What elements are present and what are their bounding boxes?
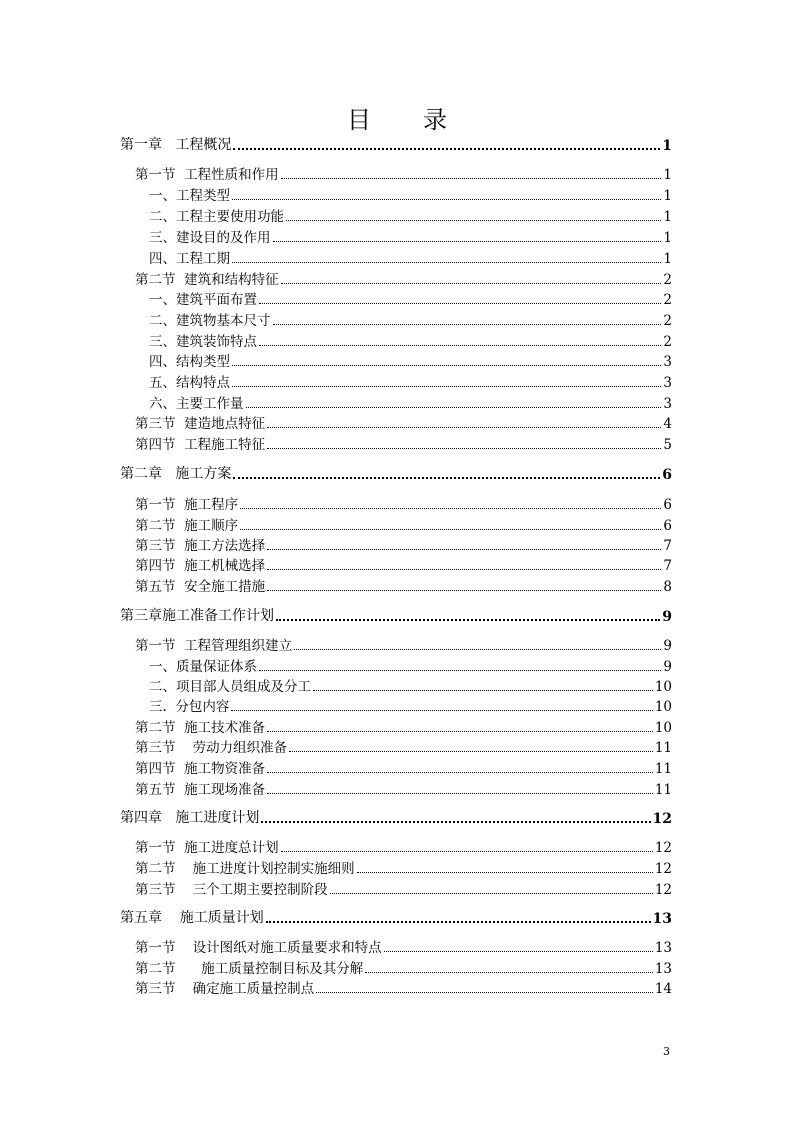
toc-entry-page: 2 xyxy=(663,292,672,308)
toc-entry-page: 13 xyxy=(652,911,672,927)
toc-entry-label: 第五节 施工现场准备 xyxy=(135,782,266,798)
toc-dot-leader xyxy=(233,147,660,150)
toc-entry-label: 第一节 施工进度总计划 xyxy=(135,840,279,856)
toc-entry-label: 第四节 施工机械选择 xyxy=(135,558,266,574)
toc-entry-page: 12 xyxy=(652,811,672,827)
toc-section-entry[interactable] xyxy=(135,412,672,432)
toc-subsection-entry[interactable] xyxy=(149,247,672,267)
toc-section-entry[interactable] xyxy=(135,857,672,877)
toc-entry-label: 第二节 施工顺序 xyxy=(135,518,239,534)
toc-dot-leader xyxy=(267,426,661,428)
toc-entry-label: 第四节 施工物资准备 xyxy=(135,761,266,777)
toc-dot-leader xyxy=(261,820,650,823)
toc-subsection-entry[interactable] xyxy=(149,350,672,370)
toc-entry-label: 一、建筑平面布置 xyxy=(149,292,257,308)
toc-entry-label: 二、建筑物基本尺寸 xyxy=(149,313,271,329)
toc-entry-label: 六、主要工作量 xyxy=(149,396,244,412)
toc-entry-page: 10 xyxy=(654,699,672,715)
toc-section-entry[interactable] xyxy=(135,778,672,798)
toc-dot-leader xyxy=(259,302,661,304)
toc-entry-label: 第四节 工程施工特征 xyxy=(135,437,266,453)
toc-entry-page: 3 xyxy=(663,375,672,391)
toc-dot-leader xyxy=(286,219,661,221)
toc-entry-page: 13 xyxy=(654,940,672,956)
toc-dot-leader xyxy=(365,971,653,973)
toc-subsection-entry[interactable] xyxy=(149,695,672,715)
toc-chapter-entry[interactable] xyxy=(120,907,672,927)
toc-section-entry[interactable] xyxy=(135,716,672,736)
title-char-2: 录 xyxy=(423,106,447,134)
toc-entry-page: 12 xyxy=(654,882,672,898)
toc-subsection-entry[interactable] xyxy=(149,184,672,204)
toc-dot-leader xyxy=(232,198,661,200)
toc-entry-label: 三、建设目的及作用 xyxy=(149,230,271,246)
toc-section-entry[interactable] xyxy=(135,936,672,956)
toc-entry-page: 3 xyxy=(663,354,672,370)
toc-dot-leader xyxy=(273,240,662,242)
toc-subsection-entry[interactable] xyxy=(149,655,672,675)
toc-section-entry[interactable] xyxy=(135,634,672,654)
toc-dot-leader xyxy=(384,950,653,952)
toc-entry-page: 11 xyxy=(654,782,672,798)
toc-dot-leader xyxy=(267,589,661,591)
toc-section-entry[interactable] xyxy=(135,268,672,288)
page-number: 3 xyxy=(663,1045,670,1058)
toc-entry-page: 10 xyxy=(654,679,672,695)
toc-dot-leader xyxy=(294,648,661,650)
toc-dot-leader xyxy=(266,920,651,923)
toc-subsection-entry[interactable] xyxy=(149,226,672,246)
toc-entry-label: 第五节 安全施工措施 xyxy=(135,579,266,595)
toc-entry-page: 6 xyxy=(663,497,672,513)
toc-entry-label: 第四章 施工进度计划 xyxy=(120,810,260,826)
toc-entry-page: 1 xyxy=(663,209,672,225)
toc-dot-leader xyxy=(267,771,653,773)
toc-section-entry[interactable] xyxy=(135,493,672,513)
toc-dot-leader xyxy=(313,689,653,691)
toc-entry-page: 1 xyxy=(662,138,672,154)
toc-entry-label: 三. 分包内容 xyxy=(149,699,230,715)
toc-entry-page: 7 xyxy=(663,558,672,574)
toc-entry-page: 3 xyxy=(663,396,672,412)
toc-dot-leader xyxy=(259,344,661,346)
toc-dot-leader xyxy=(281,282,662,284)
toc-entry-page: 1 xyxy=(663,230,672,246)
toc-entry-page: 1 xyxy=(663,188,672,204)
toc-section-entry[interactable] xyxy=(135,554,672,574)
toc-entry-label: 四、工程工期 xyxy=(149,251,230,267)
toc-entry-label: 第一节 设计图纸对施工质量要求和特点 xyxy=(135,940,382,956)
toc-dot-leader xyxy=(240,528,661,530)
toc-section-entry[interactable] xyxy=(135,977,672,997)
toc-entry-page: 11 xyxy=(654,761,672,777)
toc-section-entry[interactable] xyxy=(135,534,672,554)
title-char-1: 目 xyxy=(347,106,371,134)
toc-entry-page: 4 xyxy=(663,416,672,432)
toc-dot-leader xyxy=(232,385,661,387)
toc-entry-label: 第三节 施工方法选择 xyxy=(135,538,266,554)
toc-entry-page: 1 xyxy=(663,251,672,267)
toc-section-entry[interactable] xyxy=(135,163,672,183)
toc-dot-leader xyxy=(267,548,661,550)
toc-section-entry[interactable] xyxy=(135,957,672,977)
toc-chapter-entry[interactable] xyxy=(120,463,672,483)
toc-dot-leader xyxy=(273,323,662,325)
toc-entry-page: 9 xyxy=(662,609,672,625)
toc-dot-leader xyxy=(259,669,661,671)
toc-entry-page: 2 xyxy=(663,313,672,329)
toc-entry-page: 1 xyxy=(663,167,672,183)
toc-section-entry[interactable] xyxy=(135,433,672,453)
toc-entry-page: 2 xyxy=(663,334,672,350)
toc-chapter-entry[interactable] xyxy=(120,134,672,154)
toc-entry-page: 12 xyxy=(654,840,672,856)
toc-entry-page: 12 xyxy=(654,861,672,877)
toc-entry-label: 第三章施工准备工作计划 xyxy=(120,608,274,624)
toc-section-entry[interactable] xyxy=(135,757,672,777)
toc-section-entry[interactable] xyxy=(135,514,672,534)
toc-entry-label: 第二节 施工技术准备 xyxy=(135,720,266,736)
toc-entry-label: 五、结构特点 xyxy=(149,375,230,391)
toc-dot-leader xyxy=(316,991,653,993)
toc-entry-page: 14 xyxy=(654,981,672,997)
toc-entry-page: 6 xyxy=(663,518,672,534)
toc-entry-label: 第三节 确定施工质量控制点 xyxy=(135,981,315,997)
toc-subsection-entry[interactable] xyxy=(149,330,672,350)
toc-entry-page: 9 xyxy=(663,659,672,675)
toc-entry-page: 8 xyxy=(663,579,672,595)
toc-dot-leader xyxy=(232,261,661,263)
toc-subsection-entry[interactable] xyxy=(149,288,672,308)
toc-entry-label: 第三节 建造地点特征 xyxy=(135,416,266,432)
toc-entry-label: 二、项目部人员组成及分工 xyxy=(149,679,311,695)
toc-subsection-entry[interactable] xyxy=(149,392,672,412)
toc-dot-leader xyxy=(289,750,653,752)
toc-entry-page: 5 xyxy=(663,437,672,453)
toc-entry-label: 三、建筑装饰特点 xyxy=(149,334,257,350)
toc-dot-leader xyxy=(267,568,661,570)
toc-entry-label: 第三节 劳动力组织准备 xyxy=(135,740,288,756)
toc-subsection-entry[interactable] xyxy=(149,675,672,695)
toc-dot-leader xyxy=(232,364,661,366)
toc-entry-page: 11 xyxy=(654,740,672,756)
toc-entry-label: 四、结构类型 xyxy=(149,354,230,370)
toc-entry-page: 10 xyxy=(654,720,672,736)
toc-dot-leader xyxy=(233,476,660,479)
toc-entry-label: 第三节 三个工期主要控制阶段 xyxy=(135,882,328,898)
toc-subsection-entry[interactable] xyxy=(149,309,672,329)
toc-section-entry[interactable] xyxy=(135,736,672,756)
toc-subsection-entry[interactable] xyxy=(149,205,672,225)
toc-dot-leader xyxy=(231,709,652,711)
toc-entry-label: 第一节 工程管理组织建立 xyxy=(135,638,293,654)
toc-dot-leader xyxy=(330,892,653,894)
toc-subsection-entry[interactable] xyxy=(149,371,672,391)
toc-entry-label: 第二节 施工进度计划控制实施细则 xyxy=(135,861,355,877)
toc-entry-page: 9 xyxy=(663,638,672,654)
toc-entry-label: 第二章 施工方案 xyxy=(120,466,232,482)
toc-entry-label: 一、工程类型 xyxy=(149,188,230,204)
toc-dot-leader xyxy=(240,507,661,509)
toc-dot-leader xyxy=(276,618,660,621)
toc-chapter-entry[interactable] xyxy=(120,605,672,625)
toc-dot-leader xyxy=(267,792,653,794)
toc-entry-label: 第一节 施工程序 xyxy=(135,497,239,513)
toc-entry-page: 7 xyxy=(663,538,672,554)
toc-entry-label: 一、质量保证体系 xyxy=(149,659,257,675)
toc-entry-page: 2 xyxy=(663,272,672,288)
toc-chapter-entry[interactable] xyxy=(120,807,672,827)
toc-entry-label: 第一节 工程性质和作用 xyxy=(135,167,279,183)
toc-entry-label: 第二节 建筑和结构特征 xyxy=(135,272,279,288)
toc-dot-leader xyxy=(281,850,653,852)
toc-section-entry[interactable] xyxy=(135,836,672,856)
toc-dot-leader xyxy=(267,447,661,449)
toc-section-entry[interactable] xyxy=(135,575,672,595)
toc-dot-leader xyxy=(357,871,653,873)
toc-entry-label: 第五章 施工质量计划 xyxy=(120,910,264,926)
toc-dot-leader xyxy=(246,406,662,408)
toc-entry-page: 6 xyxy=(662,467,672,483)
toc-entry-page: 13 xyxy=(654,961,672,977)
toc-entry-label: 第一章 工程概况 xyxy=(120,137,232,153)
toc-section-entry[interactable] xyxy=(135,878,672,898)
toc-dot-leader xyxy=(267,730,653,732)
toc-entry-label: 第二节 施工质量控制目标及其分解 xyxy=(135,961,364,977)
toc-dot-leader xyxy=(281,177,662,179)
toc-entry-label: 二、工程主要使用功能 xyxy=(149,209,284,225)
